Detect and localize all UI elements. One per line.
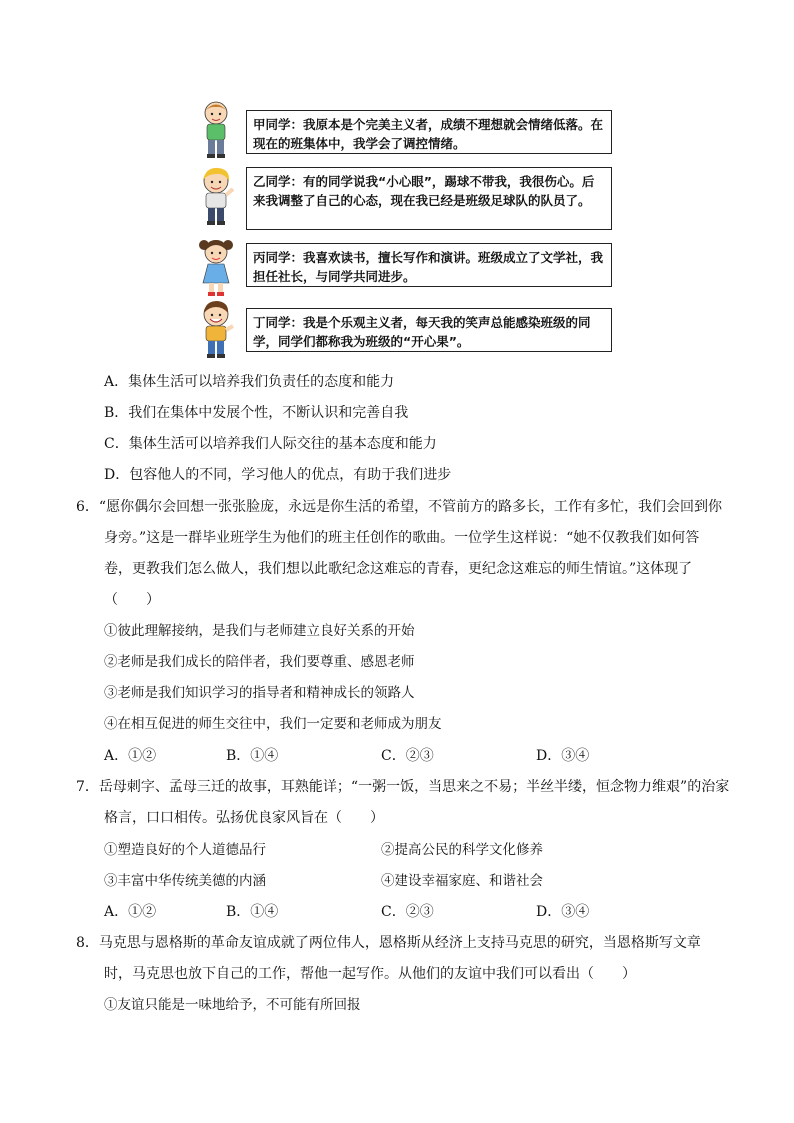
q5-option-a: A．集体生活可以培养我们负责任的态度和能力 (104, 374, 395, 390)
dialogue-panel-1 (196, 100, 616, 160)
q7-item-1: ①塑造良好的个人道德品行 (104, 842, 266, 858)
dialogue-panel-2 (196, 167, 616, 233)
dialogue-panel-3 (196, 237, 616, 293)
q7-item-3: ③丰富中华传统美德的内涵 (104, 873, 266, 889)
q7-item-4: ④建设幸福家庭、和谐社会 (381, 873, 543, 889)
q5-option-c: C．集体生活可以培养我们人际交往的基本态度和能力 (104, 436, 437, 452)
q7-stem-line-1: 7．岳母刺字、孟母三迁的故事，耳熟能详；“一粥一饭，当思来之不易；半丝半缕，恒念物力维艰”的治家 (76, 779, 730, 795)
dialogue-panel-4 (196, 300, 616, 362)
q7-item-2: ②提高公民的科学文化修养 (381, 842, 543, 858)
q8-item-1: ①友谊只能是一味地给予，不可能有所回报 (104, 997, 361, 1013)
q6-item-4: ④在相互促进的师生交往中，我们一定要和老师成为朋友 (104, 716, 442, 732)
q6-choice-c: C．②③ (381, 748, 434, 764)
q7-choice-a: A．①② (104, 904, 157, 920)
q7-choice-d: D．③④ (536, 904, 590, 920)
smiling-boy-avatar (196, 300, 236, 362)
q6-choice-d: D．③④ (536, 748, 590, 764)
q8-stem-line-2: 时，马克思也放下自己的工作，帮他一起写作。从他们的友谊中我们可以看出（ ） (104, 966, 636, 982)
dialogue-text-4: 丁同学：我是个乐观主义者，每天我的笑声总能感染班级的同学，同学们都称我为班级的“开心果”。 (246, 308, 612, 352)
q5-option-d: D．包容他人的不同，学习他人的优点，有助于我们进步 (104, 467, 452, 483)
q8-stem-line-1: 8．马克思与恩格斯的革命友谊成就了两位伟人，恩格斯从经济上支持马克思的研究，当恩格斯写文章 (76, 935, 701, 951)
q6-stem-line-2: 身旁。”这是一群毕业班学生为他们的班主任创作的歌曲。一位学生这样说：“她不仅教我们如何答 (104, 530, 700, 546)
q7-choice-c: C．②③ (381, 904, 434, 920)
dialogue-text-1: 甲同学：我原本是个完美主义者，成绩不理想就会情绪低落。在现在的班集体中，我学会了调控情绪。 (246, 110, 612, 154)
q7-choice-b: B．①④ (226, 904, 279, 920)
q7-stem-line-2: 格言，口口相传。弘扬优良家风旨在（ ） (104, 810, 384, 826)
q6-choice-b: B．①④ (226, 748, 279, 764)
q6-item-3: ③老师是我们知识学习的指导者和精神成长的领路人 (104, 685, 415, 701)
dialogue-text-3: 丙同学：我喜欢读书，擅长写作和演讲。班级成立了文学社，我担任社长，与同学共同进步。 (246, 243, 612, 287)
q6-stem-line-3: 卷，更教我们怎么做人，我们想以此歌纪念这难忘的青春，更纪念这难忘的师生情谊。”这体现了 (104, 561, 693, 577)
q5-option-b: B．我们在集体中发展个性，不断认识和完善自我 (104, 405, 409, 421)
boy-avatar (196, 100, 236, 162)
q6-stem-line-4: （ ） (104, 592, 160, 608)
q6-item-1: ①彼此理解接纳，是我们与老师建立良好关系的开始 (104, 623, 415, 639)
dialogue-text-2: 乙同学：有的同学说我“小心眼”，踢球不带我，我很伤心。后来我调整了自己的心态，现在我已经是班级足球队的队员了。 (246, 167, 612, 230)
q6-stem-line-1: 6．“愿你偶尔会回想一张张脸庞，永远是你生活的希望，不管前方的路多长，工作有多忙，我们会回到你 (76, 499, 723, 515)
q6-item-2: ②老师是我们成长的陪伴者，我们要尊重、感恩老师 (104, 654, 415, 670)
q6-choice-a: A．①② (104, 748, 157, 764)
blonde-boy-avatar (196, 167, 236, 229)
girl-avatar (196, 237, 236, 299)
